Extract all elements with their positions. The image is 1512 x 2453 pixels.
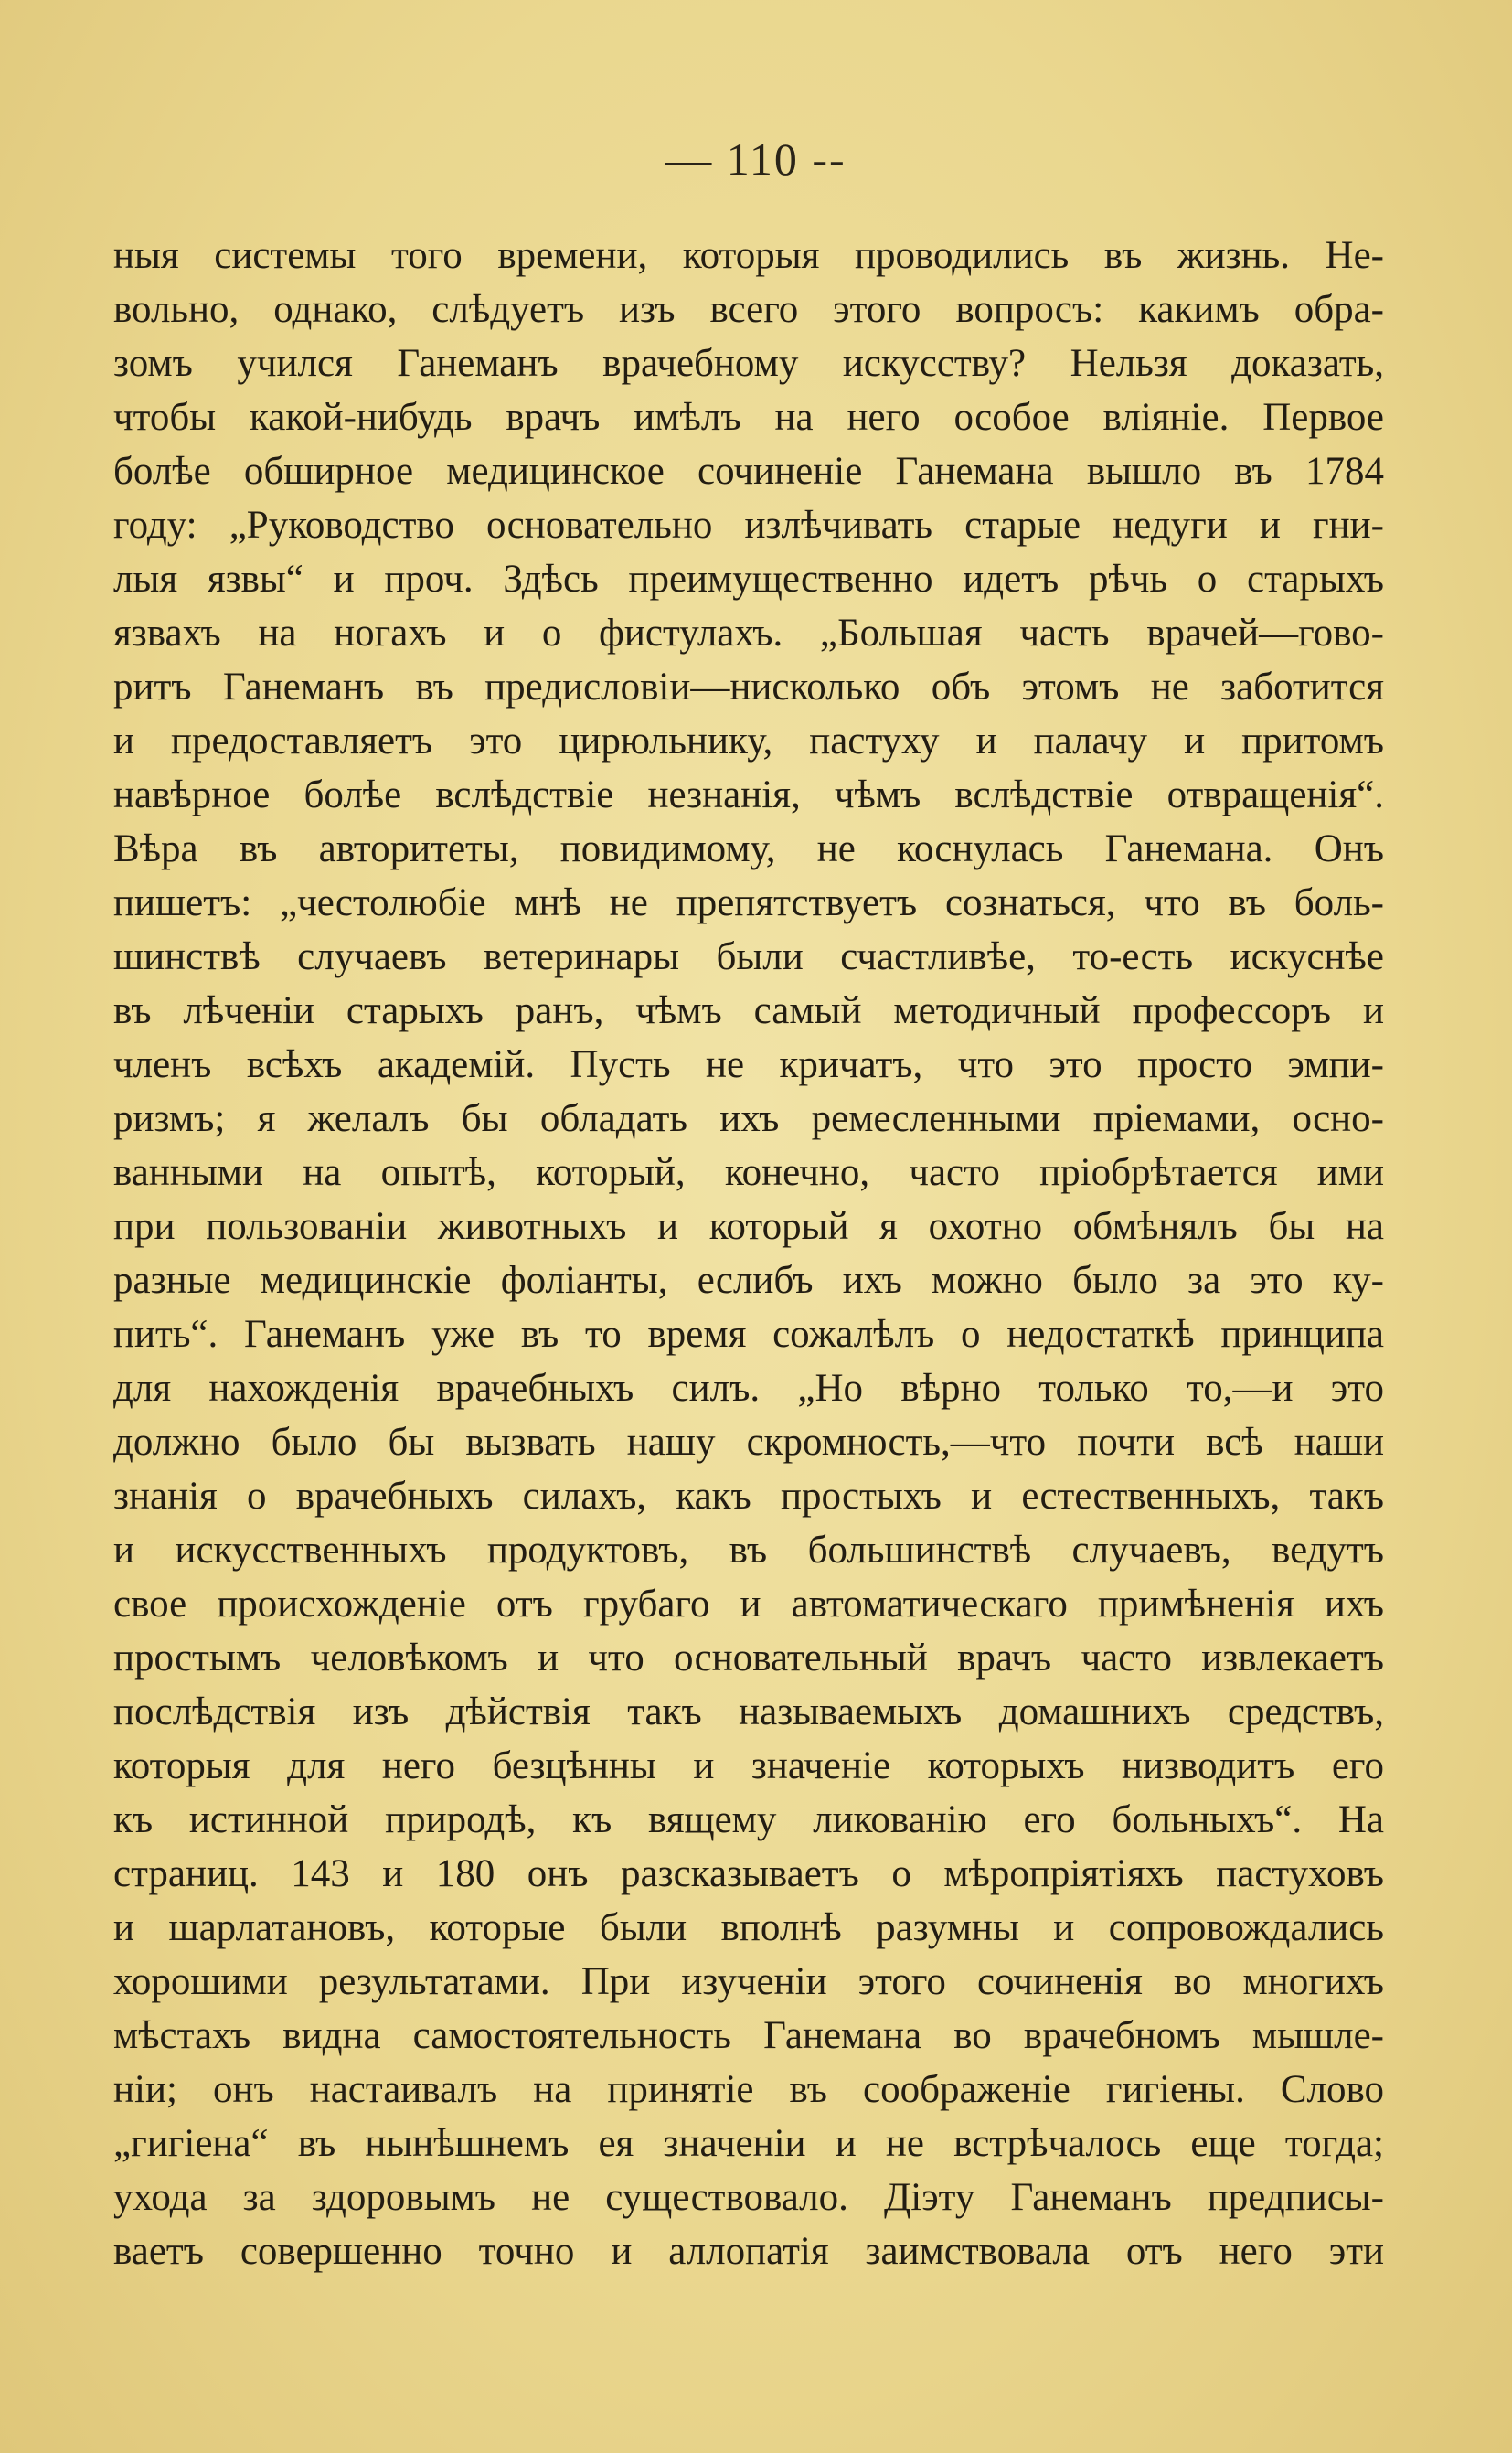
text-line: ваетъ совершенно точно и аллопатія заимствовала отъ него эти <box>113 2230 1384 2273</box>
text-line: и шарлатановъ, которые были вполнѣ разумны и сопровождались <box>113 1906 1384 1949</box>
text-line: свое происхожденіе отъ грубаго и автоматическаго примѣненія ихъ <box>113 1583 1384 1626</box>
text-line: ныя системы того времени, которыя проводились въ жизнь. Не- <box>113 234 1384 277</box>
text-line: ритъ Ганеманъ въ предисловіи—нисколько объ этомъ не заботится <box>113 666 1384 709</box>
text-line: которыя для него безцѣнны и значеніе которыхъ низводитъ его <box>113 1744 1384 1787</box>
text-line: для нахожденія врачебныхъ силъ. „Но вѣрно только то,—и это <box>113 1367 1384 1410</box>
text-line: ризмъ; я желалъ бы обладать ихъ ремесленными пріемами, осно- <box>113 1097 1384 1140</box>
text-line: ухода за здоровымъ не существовало. Діэту Ганеманъ предписы- <box>113 2176 1384 2219</box>
text-line: послѣдствія изъ дѣйствія такъ называемыхъ домашнихъ средствъ, <box>113 1690 1384 1733</box>
text-line: мѣстахъ видна самостоятельность Ганемана во врачебномъ мышле- <box>113 2014 1384 2057</box>
text-line: при пользованіи животныхъ и который я охотно обмѣнялъ бы на <box>113 1205 1384 1248</box>
text-line: должно было бы вызвать нашу скромность,—что почти всѣ наши <box>113 1421 1384 1464</box>
text-line: пить“. Ганеманъ уже въ то время сожалѣлъ о недостаткѣ принципа <box>113 1313 1384 1356</box>
text-line: шинствѣ случаевъ ветеринары были счастливѣе, то-есть искуснѣе <box>113 935 1384 978</box>
text-line: лыя язвы“ и проч. Здѣсь преимущественно идетъ рѣчь о старыхъ <box>113 558 1384 601</box>
body-text <box>113 229 1384 2278</box>
text-line: навѣрное болѣе вслѣдствіе незнанія, чѣмъ вслѣдствіе отвращенія“. <box>113 773 1384 816</box>
text-line: страниц. 143 и 180 онъ разсказываетъ о мѣропріятіяхъ пастуховъ <box>113 1852 1384 1895</box>
text-line: „гигіена“ въ нынѣшнемъ ея значеніи и не встрѣчалось еще тогда; <box>113 2122 1384 2165</box>
text-line: и искусственныхъ продуктовъ, въ большинствѣ случаевъ, ведутъ <box>113 1529 1384 1572</box>
text-line: къ истинной природѣ, къ вящему ликованію его больныхъ“. На <box>113 1798 1384 1841</box>
text-line: чтобы какой-нибудь врачъ имѣлъ на него особое вліяніе. Первое <box>113 396 1384 439</box>
text-line: ванными на опытѣ, который, конечно, часто пріобрѣтается ими <box>113 1151 1384 1194</box>
text-line: язвахъ на ногахъ и о фистулахъ. „Большая часть врачей—гово- <box>113 612 1384 655</box>
text-line: членъ всѣхъ академій. Пусть не кричатъ, что это просто эмпи- <box>113 1043 1384 1086</box>
text-line: ніи; онъ настаивалъ на принятіе въ соображеніе гигіены. Слово <box>113 2068 1384 2111</box>
text-line: и предоставляетъ это цирюльнику, пастуху и палачу и притомъ <box>113 720 1384 763</box>
page-number: — 110 -- <box>665 133 847 185</box>
text-line: знанія о врачебныхъ силахъ, какъ простыхъ и естественныхъ, такъ <box>113 1475 1384 1518</box>
text-line: Вѣра въ авторитеты, повидимому, не коснулась Ганемана. Онъ <box>113 827 1384 870</box>
text-line: зомъ учился Ганеманъ врачебному искусству? Нельзя доказать, <box>113 342 1384 385</box>
text-line: году: „Руководство основательно излѣчивать старые недуги и гни- <box>113 504 1384 547</box>
text-line: пишетъ: „честолюбіе мнѣ не препятствуетъ сознаться, что въ боль- <box>113 881 1384 924</box>
text-line: простымъ человѣкомъ и что основательный врачъ часто извлекаетъ <box>113 1637 1384 1680</box>
text-line: болѣе обширное медицинское сочиненіе Ганемана вышло въ 1784 <box>113 450 1384 493</box>
text-line: разные медицинскіе фоліанты, еслибъ ихъ можно было за это ку- <box>113 1259 1384 1302</box>
text-line: вольно, однако, слѣдуетъ изъ всего этого вопросъ: какимъ обра- <box>113 288 1384 331</box>
text-line: хорошими результатами. При изученіи этого сочиненія во многихъ <box>113 1960 1384 2003</box>
text-line: въ лѣченіи старыхъ ранъ, чѣмъ самый методичный профессоръ и <box>113 989 1384 1032</box>
